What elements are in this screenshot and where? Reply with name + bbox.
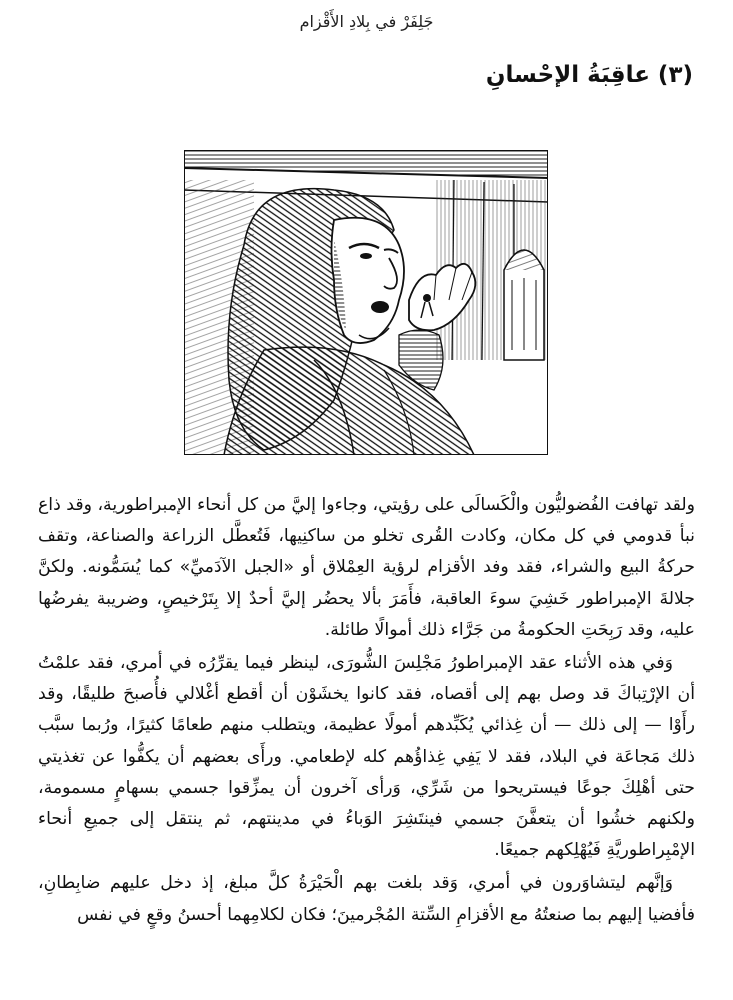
paragraph-1: ولقد تهافت الفُضوليُّون والْكَسالَى على رؤيتي، وجاءوا إليَّ من كل أنحاء الإمبراطورية، وقد ذاع نبأ قدومي في كل مكان، وكادت القُرى تخلو من ساكنِيها، فَتُعطَّل الزراعة والصناعة، وتقف حركةُ البيع والشراء، فقد وفد الأقزام لرؤية العِمْلاق أو «الجبل الآدَميِّ» كما يُسَمُّونه. ولكنَّ جلالةَ الإمبراطور خَشِيَ سوءَ العاقبة، فأَمَرَ بألا يحضُر إليَّ أحدٌ إلا بِتَرْخيصٍ، وضريبة يفرضُها عليه، وقد رَبِحَتِ الحكومةُ من جَرَّاء ذلك أموالًا طائلة. xyxy=(38,495,695,640)
chapter-title: (٣) عاقِبَةُ الإحْسانِ xyxy=(485,62,693,88)
engraving-illustration xyxy=(184,150,548,455)
paragraph-3: وَإنَّهم ليتشاوَرون في أمري، وَقد بلغت بهم الْحَيْرَةُ كلَّ مبلغ، إذ دخل عليهم ضابِطانِ، فأفضيا إليهم بما صنعتُهُ مع الأقزامِ السِّتة المُجْرمينَ؛ فكان لكلامِهما أحسنُ وقعٍ في نفس xyxy=(38,873,695,925)
running-header: جَلِفَرْ في بِلادِ الأَقْزام xyxy=(299,12,434,31)
paragraph-2: وَفي هذه الأثناء عقد الإمبراطورُ مَجْلِسَ الشُّورَى، لينظر فيما يقرِّرُه في أمري، فقد علمْتُ أن الإرْتِباكَ قد وصل بهم إلى أقصاه، فقد كانوا يخشَوْن أن أقطع أغْلالي فأُصبحَ طليقًا، وقد رأَوْا — إلى ذلك — أن غِذائي يُكَبِّدهم أمولًا عظيمة، ويتطلب منهم طعامًا كثيرًا، ورُبما سبَّب ذلك مَجاعَة في البلاد، فقد لا يَفِي غِذاؤُهم كله لإطعامي. ورأَى بعضهم أن يكفُّوا عن تغذيتي حتى أهْلِكَ جوعًا فيستريحوا من شَرِّي، وَرأى آخرون أن يمزِّقوا جسمي بسهامٍ مسمومة، ولكنهم خشُوا أن يتعفَّنَ جسمي فينتَشِرَ الوَباءُ في مدينتهم، ثم ينتقل إلى جميعِ أنحاء الإمْبِراطوريَّةِ فَيُهْلِكهم جميعًا. xyxy=(38,653,695,861)
body-text xyxy=(38,490,695,933)
